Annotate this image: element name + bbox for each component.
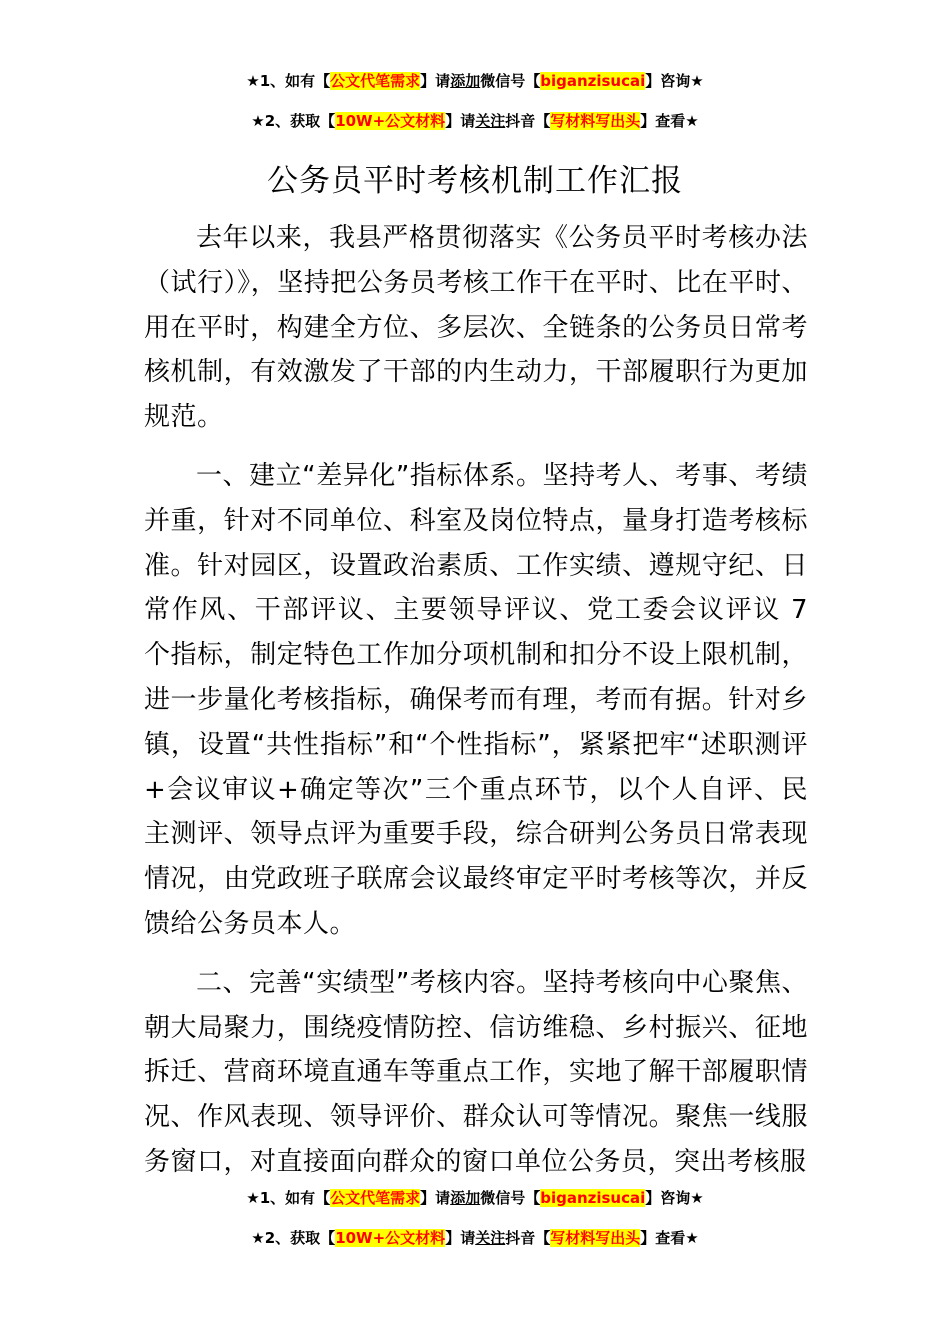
header-line1-underline-add: 添加 bbox=[450, 72, 481, 90]
footer-line1-prefix: ★1、如有【 bbox=[246, 1189, 331, 1207]
header-ad-line-2 bbox=[0, 110, 950, 132]
paragraph-section-2: 二、完善“实绩型”考核内容。坚持考核向中心聚焦、朝大局聚力，围绕疫情防控、信访维稳、乡村振兴、征地拆迁、营商环境直通车等重点工作，实地了解干部履职情况、作风表现、领导评价、群众认可等情况。聚焦一线服务窗口，对直接面向群众的窗口单位公务员，突出考核服 bbox=[144, 967, 808, 1177]
footer-ad-line-1 bbox=[0, 1187, 950, 1209]
paragraph-intro: 去年以来，我县严格贯彻落实《公务员平时考核办法（试行）》，坚持把公务员考核工作干在平时、比在平时、用在平时，构建全方位、多层次、全链条的公务员日常考核机制，有效激发了干部的内生动力，干部履职行为更加规范。 bbox=[144, 223, 808, 433]
footer-line1-suffix: 】咨询★ bbox=[645, 1189, 704, 1207]
header-line1-highlight-wechat: biganzisucai bbox=[540, 72, 646, 90]
footer-line2-text-3: 抖音【 bbox=[505, 1229, 551, 1247]
footer-line2-highlight-materials: 10W+公文材料 bbox=[335, 1229, 446, 1247]
header-line1-text-3: 微信号【 bbox=[480, 72, 541, 90]
footer-ad-line-2 bbox=[0, 1227, 950, 1249]
footer-line1-highlight-service: 公文代笔需求 bbox=[330, 1189, 421, 1207]
header-line2-prefix: ★2、获取【 bbox=[251, 112, 336, 130]
header-line2-highlight-materials: 10W+公文材料 bbox=[335, 112, 446, 130]
footer-line1-underline-add: 添加 bbox=[450, 1189, 481, 1207]
footer-line2-prefix: ★2、获取【 bbox=[251, 1229, 336, 1247]
footer-line2-underline-follow: 关注 bbox=[475, 1229, 506, 1247]
header-line2-underline-follow: 关注 bbox=[475, 112, 506, 130]
header-ad-line-1 bbox=[0, 70, 950, 92]
header-line2-suffix: 】查看★ bbox=[640, 112, 699, 130]
document-body bbox=[144, 216, 808, 1199]
footer-line2-highlight-douyin: 写材料写出头 bbox=[550, 1229, 641, 1247]
header-line1-text-2: 】请 bbox=[420, 72, 451, 90]
header-line2-highlight-douyin: 写材料写出头 bbox=[550, 112, 641, 130]
document-title: 公务员平时考核机制工作汇报 bbox=[267, 163, 683, 199]
footer-line2-text-2: 】请 bbox=[445, 1229, 476, 1247]
header-line1-prefix: ★1、如有【 bbox=[246, 72, 331, 90]
header-line2-text-3: 抖音【 bbox=[505, 112, 551, 130]
header-line1-highlight-service: 公文代笔需求 bbox=[330, 72, 421, 90]
paragraph-section-1: 一、建立“差异化”指标体系。坚持考人、考事、考绩并重，针对不同单位、科室及岗位特点，量身打造考核标准。针对园区，设置政治素质、工作实绩、遵规守纪、日常作风、干部评议、主要领导评议、党工委会议评议 7 个指标，制定特色工作加分项机制和扣分不设上限机制，进一步量化考核指标，确保考而有理，考而有据。针对乡镇，设置“共性指标”和“个性指标”，紧紧把牢“述职测评+会议审议+确定等次”三个重点环节，以个人自评、民主测评、领导点评为重要手段，综合研判公务员日常表现情况，由党政班子联席会议最终审定平时考核等次，并反馈给公务员本人。 bbox=[144, 460, 808, 939]
header-line2-text-2: 】请 bbox=[445, 112, 476, 130]
footer-line2-suffix: 】查看★ bbox=[640, 1229, 699, 1247]
footer-line1-text-2: 】请 bbox=[420, 1189, 451, 1207]
header-line1-suffix: 】咨询★ bbox=[645, 72, 704, 90]
footer-line1-highlight-wechat: biganzisucai bbox=[540, 1189, 646, 1207]
footer-line1-text-3: 微信号【 bbox=[480, 1189, 541, 1207]
